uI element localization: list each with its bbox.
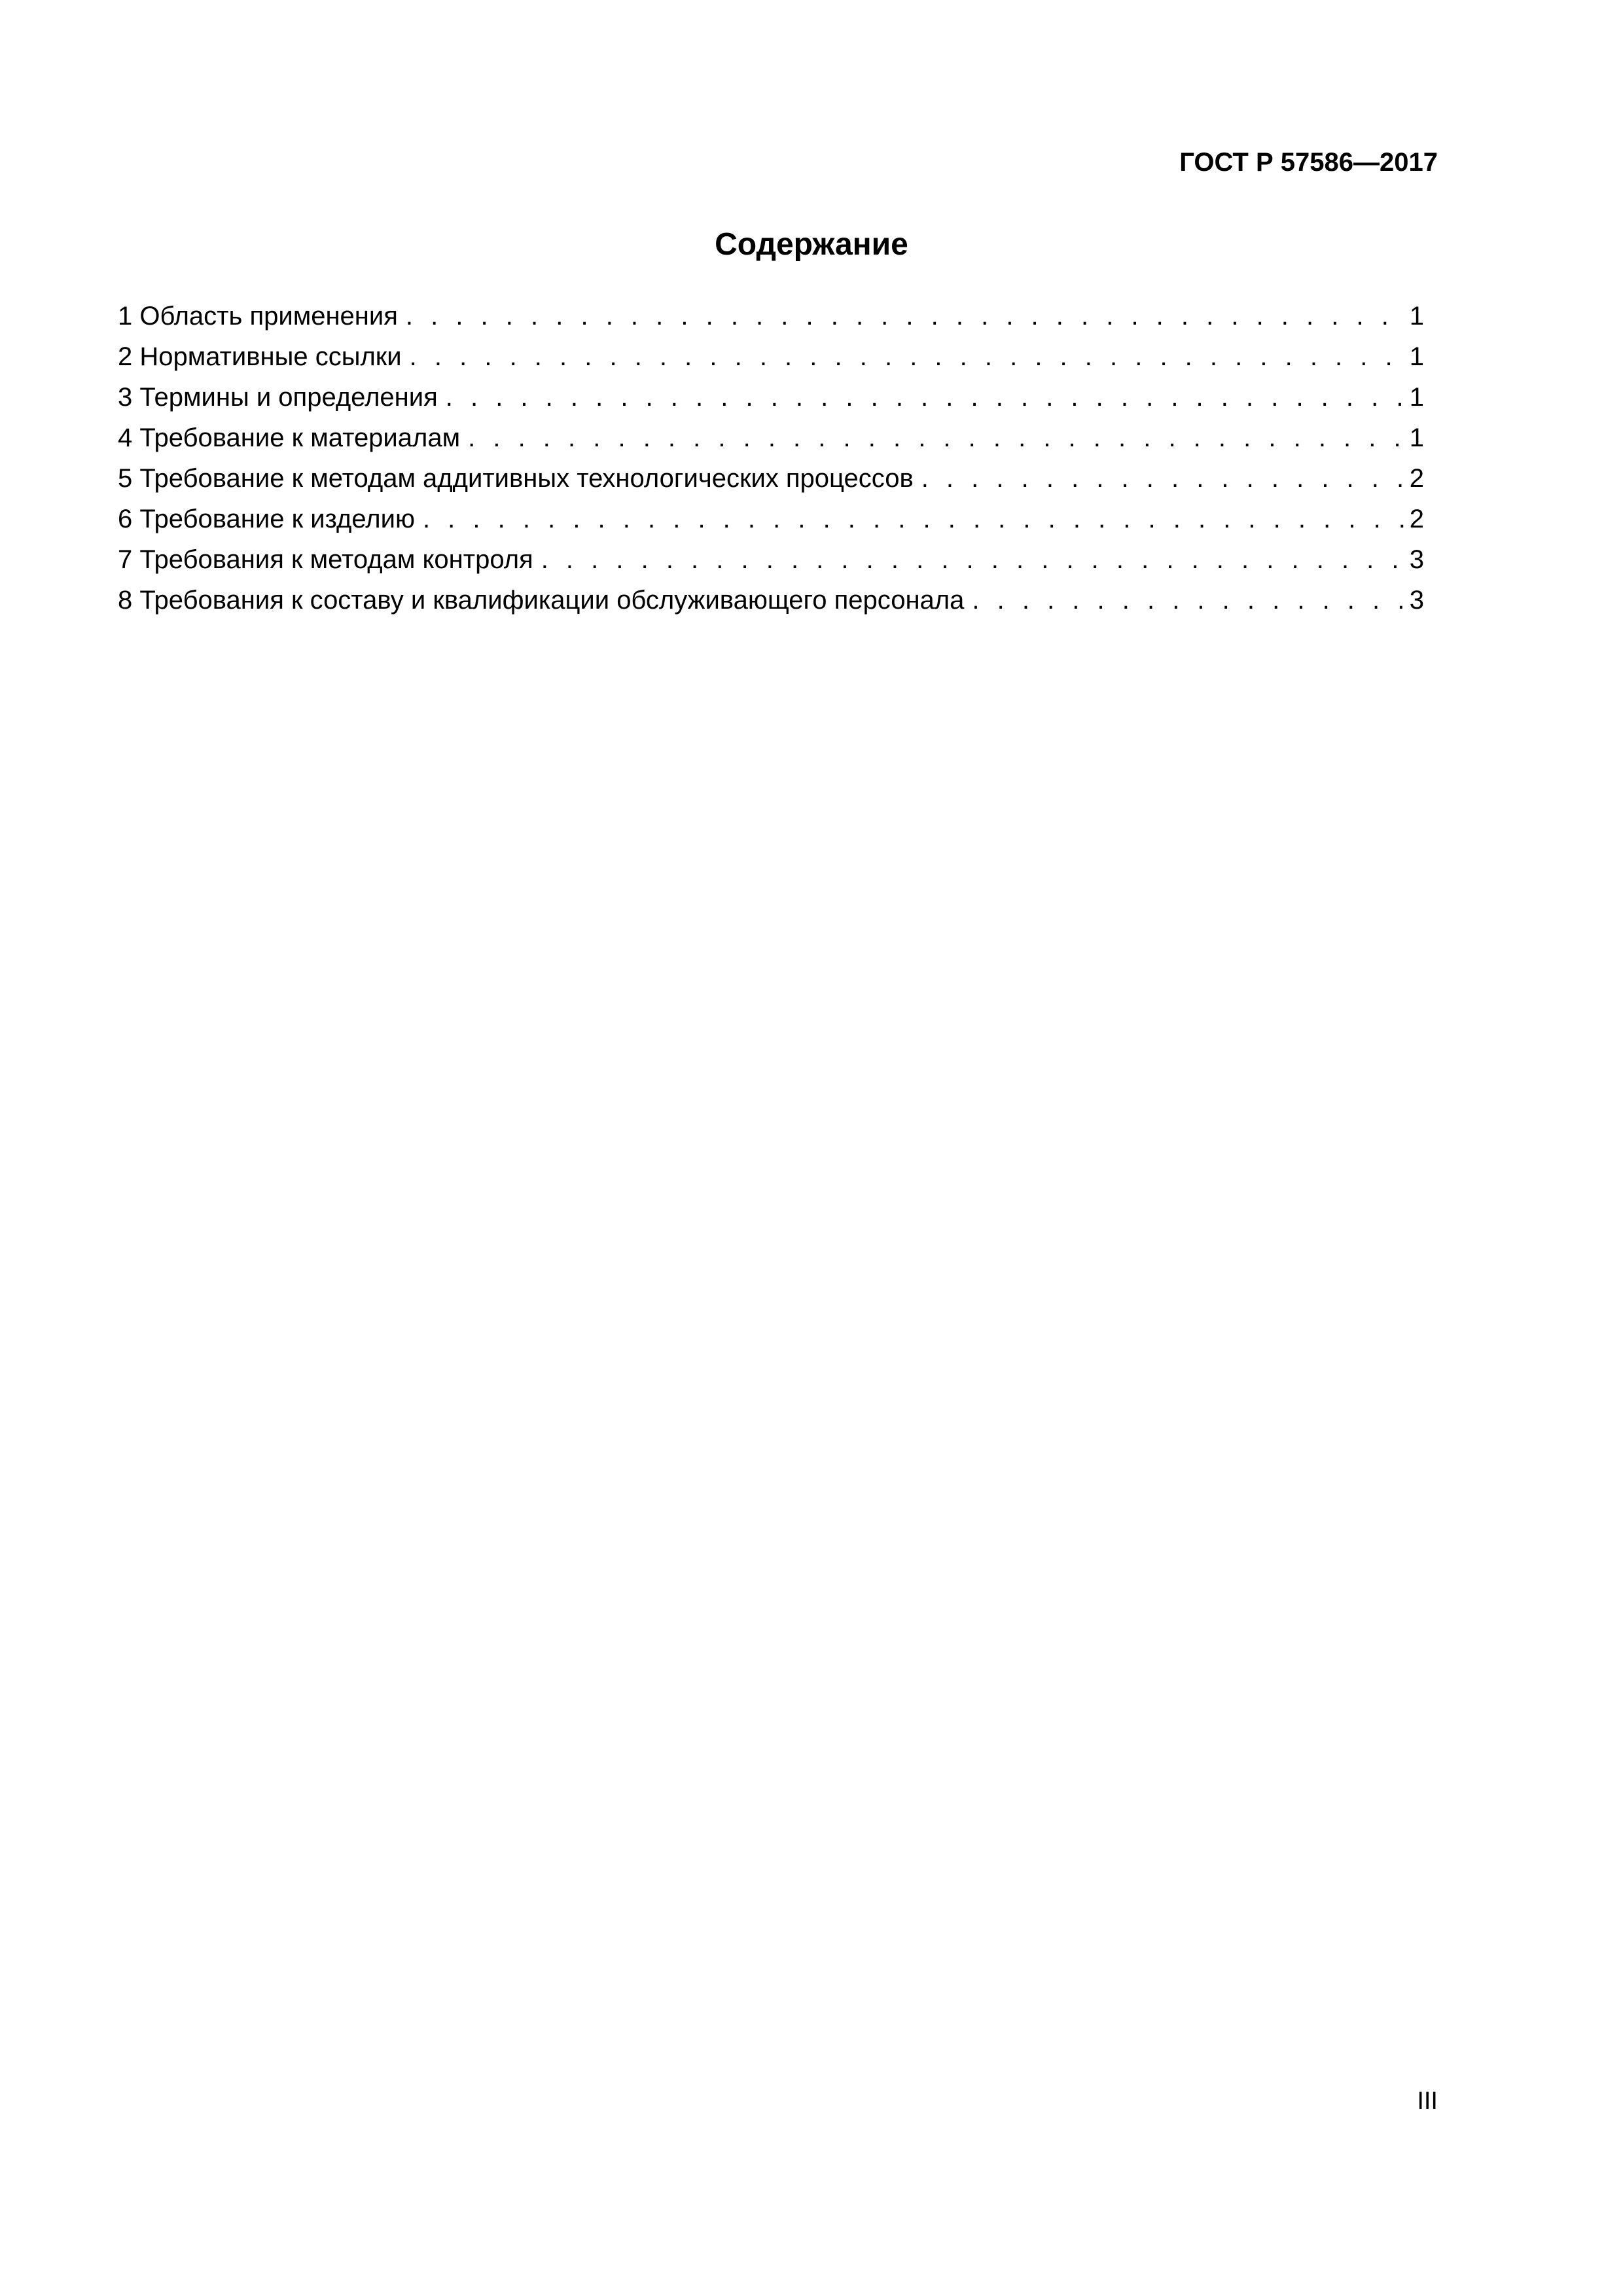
toc-entry-label: 4 Требование к материалам xyxy=(118,423,461,452)
toc-entry-7[interactable] xyxy=(118,539,1424,580)
toc-entry-4[interactable] xyxy=(118,418,1424,458)
toc-dot-leader xyxy=(446,377,1407,418)
toc-dot-leader xyxy=(468,418,1407,458)
toc-dot-leader xyxy=(972,580,1406,620)
toc-entry-label: 5 Требование к методам аддитивных технологических процессов xyxy=(118,464,914,493)
toc-entry-page: 3 xyxy=(1409,545,1424,574)
toc-entry-label: 3 Термины и определения xyxy=(118,383,438,412)
toc-entry-8[interactable] xyxy=(118,580,1424,620)
toc-title: Содержание xyxy=(715,227,908,262)
toc-entry-page: 1 xyxy=(1409,302,1424,331)
toc-dot-leader xyxy=(921,458,1407,499)
toc-entry-2[interactable] xyxy=(118,336,1424,377)
table-of-contents xyxy=(118,296,1424,620)
toc-entry-page: 2 xyxy=(1409,464,1424,493)
toc-entry-page: 3 xyxy=(1409,586,1424,615)
toc-dot-leader xyxy=(410,336,1407,377)
toc-entry-page: 2 xyxy=(1409,505,1424,533)
toc-entry-page: 1 xyxy=(1409,342,1424,371)
toc-entry-label: 6 Требование к изделию xyxy=(118,505,415,533)
page-number: III xyxy=(1417,2087,1438,2115)
toc-dot-leader xyxy=(423,499,1407,539)
toc-entry-1[interactable] xyxy=(118,296,1424,336)
toc-entry-6[interactable] xyxy=(118,499,1424,539)
toc-entry-label: 7 Требования к методам контроля xyxy=(118,545,533,574)
toc-entry-label: 2 Нормативные ссылки xyxy=(118,342,402,371)
toc-entry-3[interactable] xyxy=(118,377,1424,418)
toc-entry-page: 1 xyxy=(1409,383,1424,412)
toc-entry-label: 1 Область применения xyxy=(118,302,398,331)
toc-dot-leader xyxy=(406,296,1407,336)
toc-entry-5[interactable] xyxy=(118,458,1424,499)
toc-entry-label: 8 Требования к составу и квалификации обслуживающего персонала xyxy=(118,586,965,615)
toc-dot-leader xyxy=(541,539,1407,580)
toc-entry-page: 1 xyxy=(1409,423,1424,452)
document-code: ГОСТ Р 57586—2017 xyxy=(1179,148,1438,177)
